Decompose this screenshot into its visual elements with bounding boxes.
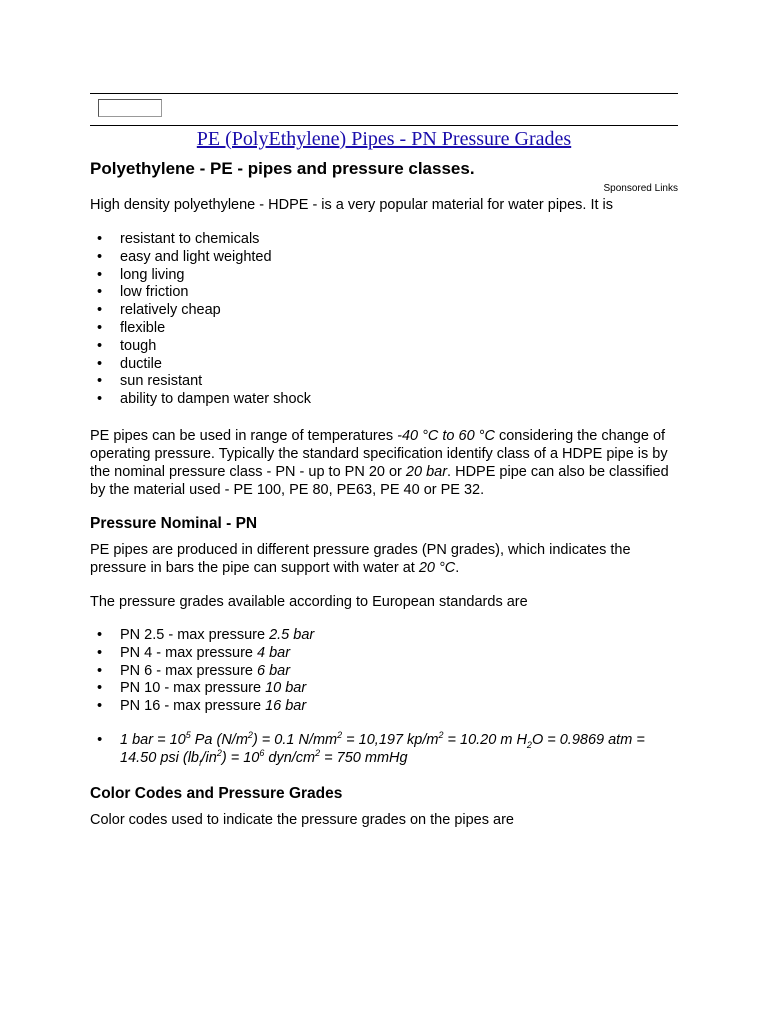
list-item: • long living [90, 267, 678, 285]
temperature-text-1: PE pipes can be used in range of temperatures [90, 427, 398, 444]
top-divider [90, 93, 678, 94]
pn-temperature: 20 °C [418, 559, 456, 576]
sponsored-links-label: Sponsored Links [603, 183, 678, 194]
unit-conversion-formula: • 1 bar = $10^5$ Pa $(N/m^2) = 0.1$ $N/mm^2 = 10,197$ $kp/m^2 = 10.20$ m $H_2O = 0.9869$ atm = 14.50 psi $(lb_f/in^2) = 10^6$ dyn/$cm^2 = 750$ mmHg [90, 732, 678, 768]
list-item [90, 645, 678, 663]
temperature-text-3: . HDPE pipe can also be classified by the material used - PE 100, PE 80, PE63, PE 40 or PE 32. [90, 463, 669, 498]
temperature-text-2: considering the change of operating pressure. Typically the standard specification identify class of a HDPE pipe is by the nominal pressure class - PN - up to PN 20 or [90, 427, 668, 480]
list-item [90, 627, 678, 645]
page-title-link[interactable]: PE (PolyEthylene) Pipes - PN Pressure Grades [196, 128, 572, 150]
pn-text: PE pipes are produced in different pressure grades (PN grades), which indicates the pressure in bars the pipe can support with water at [90, 541, 631, 576]
grade-label: PN 6 - max pressure [120, 662, 257, 679]
section-heading-pn: Pressure Nominal - PN [90, 514, 258, 532]
grade-label: PN 2.5 - max pressure [120, 626, 270, 643]
grades-intro-paragraph: The pressure grades available according to European standards are [90, 593, 528, 610]
page-subtitle: Polyethylene - PE - pipes and pressure classes. [90, 159, 475, 178]
search-input[interactable] [98, 99, 162, 117]
pn-paragraph [90, 541, 678, 577]
pn-text-end: . [455, 559, 460, 576]
list-item: • tough [90, 338, 678, 356]
list-item: • low friction [90, 284, 678, 302]
bottom-divider [90, 125, 678, 126]
list-item [90, 663, 678, 681]
article-content [90, 196, 678, 829]
grade-value: 10 bar [265, 680, 307, 697]
grade-label: PN 16 - max pressure [120, 698, 266, 715]
color-codes-paragraph: Color codes used to indicate the pressure grades on the pipes are [90, 811, 514, 828]
list-item: • relatively cheap [90, 302, 678, 320]
list-item: • ductile [90, 356, 678, 374]
properties-list [90, 231, 678, 409]
pressure-grades-list [90, 627, 678, 716]
list-item [90, 698, 678, 716]
list-item: • flexible [90, 320, 678, 338]
temperature-paragraph [90, 427, 678, 499]
list-item: • ability to dampen water shock [90, 391, 678, 409]
grade-value: 2.5 bar [269, 626, 315, 643]
intro-paragraph: High density polyethylene - HDPE - is a very popular material for water pipes. It is [90, 197, 614, 213]
list-item: • easy and light weighted [90, 249, 678, 267]
grade-label: PN 4 - max pressure [120, 644, 257, 661]
section-heading-color-codes: Color Codes and Pressure Grades [90, 784, 343, 802]
temperature-range: -40 °C to 60 °C [397, 427, 495, 444]
grade-label: PN 10 - max pressure [120, 680, 266, 697]
max-pressure-value: 20 bar [405, 463, 448, 480]
grade-value: 4 bar [257, 644, 291, 661]
list-item: • resistant to chemicals [90, 231, 678, 249]
list-item: • sun resistant [90, 373, 678, 391]
grade-value: 16 bar [265, 698, 307, 715]
unit-conversion-list [90, 732, 678, 768]
list-item [90, 680, 678, 698]
grade-value: 6 bar [257, 662, 291, 679]
